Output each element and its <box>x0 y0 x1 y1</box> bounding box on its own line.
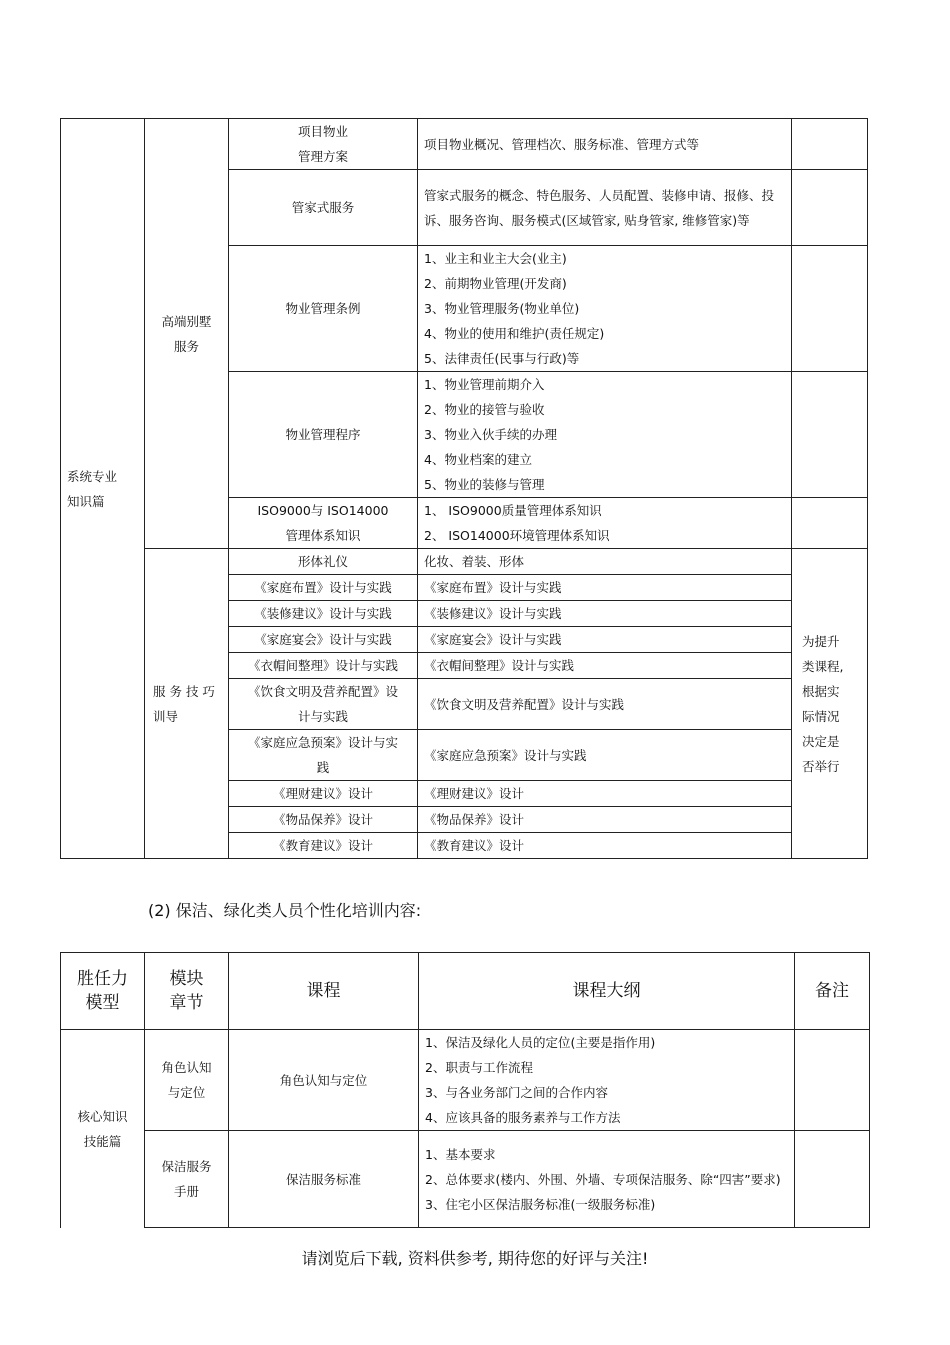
remark-cell <box>792 498 868 549</box>
outline-cell: 1、 ISO9000质量管理体系知识 2、 ISO14000环境管理体系知识 <box>418 498 792 549</box>
module-villa-service: 高端别墅 服务 <box>145 119 229 549</box>
course-cell: 《家庭布置》设计与实践 <box>229 575 418 601</box>
outline-cell: 《装修建议》设计与实践 <box>418 601 792 627</box>
header-course: 课程 <box>229 953 419 1030</box>
module-cell: 保洁服务 手册 <box>145 1131 229 1228</box>
outline-cell: 《理财建议》设计 <box>418 781 792 807</box>
course-cell: 《衣帽间整理》设计与实践 <box>229 653 418 679</box>
course-cell: 《家庭应急预案》设计与实 践 <box>229 730 418 781</box>
header-module: 模块 章节 <box>145 953 229 1030</box>
course-cell: 《教育建议》设计 <box>229 833 418 859</box>
module-cell: 角色认知 与定位 <box>145 1030 229 1131</box>
header-competency: 胜任力 模型 <box>61 953 145 1030</box>
outline-cell: 《饮食文明及营养配置》设计与实践 <box>418 679 792 730</box>
course-cell: 《理财建议》设计 <box>229 781 418 807</box>
outline-cell: 1、保洁及绿化人员的定位(主要是指作用) 2、职责与工作流程 3、与各业务部门之间的合作内容 4、应该具备的服务素养与工作方法 <box>419 1030 795 1131</box>
course-cell: 物业管理程序 <box>229 372 418 498</box>
remark-cell: 为提升 类课程, 根据实 际情况 决定是 否举行 <box>792 549 868 859</box>
remark-cell <box>792 119 868 170</box>
competency-cell: 核心知识 技能篇 <box>61 1030 145 1228</box>
outline-cell: 《家庭应急预案》设计与实践 <box>418 730 792 781</box>
footer-note: 请浏览后下载, 资料供参考, 期待您的好评与关注! <box>301 1249 649 1268</box>
remark-cell <box>792 372 868 498</box>
outline-cell: 1、基本要求 2、总体要求(楼内、外围、外墙、专项保洁服务、除“四害”要求) 3、住宅小区保洁服务标准(一级服务标准) <box>419 1131 795 1228</box>
outline-cell: 《家庭宴会》设计与实践 <box>418 627 792 653</box>
section-title: (2) 保洁、绿化类人员个性化培训内容: <box>148 901 422 920</box>
course-cell: 保洁服务标准 <box>229 1131 419 1228</box>
course-cell: 物业管理条例 <box>229 246 418 372</box>
outline-cell: 《衣帽间整理》设计与实践 <box>418 653 792 679</box>
training-table-1 <box>60 118 868 859</box>
course-cell: 角色认知与定位 <box>229 1030 419 1131</box>
module-service-skills: 服 务 技 巧 训导 <box>145 549 229 859</box>
outline-cell: 项目物业概况、管理档次、服务标准、管理方式等 <box>418 119 792 170</box>
header-remark: 备注 <box>795 953 870 1030</box>
course-cell: 《饮食文明及营养配置》设 计与实践 <box>229 679 418 730</box>
course-cell: 《装修建议》设计与实践 <box>229 601 418 627</box>
course-cell: 《家庭宴会》设计与实践 <box>229 627 418 653</box>
remark-cell <box>792 170 868 246</box>
remark-cell <box>795 1131 870 1228</box>
competency-cell: 系统专业 知识篇 <box>61 119 145 859</box>
remark-cell <box>795 1030 870 1131</box>
course-cell: ISO9000与 ISO14000 管理体系知识 <box>229 498 418 549</box>
outline-cell: 化妆、着装、形体 <box>418 549 792 575</box>
header-outline: 课程大纲 <box>419 953 795 1030</box>
course-cell: 《物品保养》设计 <box>229 807 418 833</box>
outline-cell: 1、业主和业主大会(业主) 2、前期物业管理(开发商) 3、物业管理服务(物业单位) 4、物业的使用和维护(责任规定) 5、法律责任(民事与行政)等 <box>418 246 792 372</box>
outline-cell: 1、物业管理前期介入 2、物业的接管与验收 3、物业入伙手续的办理 4、物业档案的建立 5、物业的装修与管理 <box>418 372 792 498</box>
remark-cell <box>792 246 868 372</box>
outline-cell: 《物品保养》设计 <box>418 807 792 833</box>
outline-cell: 《家庭布置》设计与实践 <box>418 575 792 601</box>
course-cell: 项目物业 管理方案 <box>229 119 418 170</box>
outline-cell: 管家式服务的概念、特色服务、人员配置、装修申请、报修、投诉、服务咨询、服务模式(区域管家, 贴身管家, 维修管家)等 <box>418 170 792 246</box>
course-cell: 形体礼仪 <box>229 549 418 575</box>
training-table-2 <box>60 952 870 1228</box>
course-cell: 管家式服务 <box>229 170 418 246</box>
outline-cell: 《教育建议》设计 <box>418 833 792 859</box>
